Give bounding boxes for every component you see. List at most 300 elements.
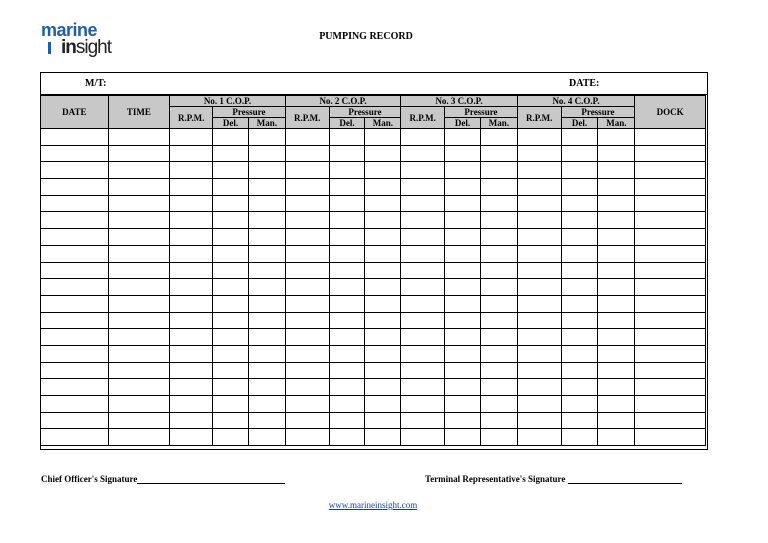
- entry-cell[interactable]: [108, 329, 170, 346]
- entry-cell[interactable]: [170, 396, 213, 413]
- entry-cell[interactable]: [41, 262, 109, 279]
- entry-cell[interactable]: [329, 162, 365, 179]
- entry-cell[interactable]: [365, 412, 401, 429]
- entry-cell[interactable]: [445, 195, 481, 212]
- entry-cell[interactable]: [285, 396, 329, 413]
- entry-cell[interactable]: [401, 379, 445, 396]
- entry-cell[interactable]: [170, 212, 213, 229]
- entry-cell[interactable]: [561, 362, 598, 379]
- entry-cell[interactable]: [445, 262, 481, 279]
- entry-cell[interactable]: [248, 129, 285, 146]
- entry-cell[interactable]: [41, 179, 109, 196]
- entry-cell[interactable]: [401, 312, 445, 329]
- entry-cell[interactable]: [445, 295, 481, 312]
- entry-cell[interactable]: [517, 229, 561, 246]
- entry-cell[interactable]: [41, 362, 109, 379]
- entry-cell[interactable]: [561, 145, 598, 162]
- entry-cell[interactable]: [285, 179, 329, 196]
- entry-cell[interactable]: [635, 312, 706, 329]
- entry-cell[interactable]: [561, 162, 598, 179]
- header-man-1: Man.: [248, 118, 285, 129]
- entry-cell[interactable]: [480, 145, 517, 162]
- entry-cell[interactable]: [480, 362, 517, 379]
- entry-cell[interactable]: [561, 229, 598, 246]
- entry-cell[interactable]: [480, 129, 517, 146]
- entry-cell[interactable]: [170, 345, 213, 362]
- entry-cell[interactable]: [41, 129, 109, 146]
- entry-cell[interactable]: [517, 279, 561, 296]
- entry-cell[interactable]: [401, 345, 445, 362]
- entry-cell[interactable]: [635, 412, 706, 429]
- entry-cell[interactable]: [517, 379, 561, 396]
- entry-cell[interactable]: [445, 362, 481, 379]
- entry-cell[interactable]: [598, 262, 635, 279]
- entry-cell[interactable]: [561, 129, 598, 146]
- entry-cell[interactable]: [213, 145, 249, 162]
- entry-cell[interactable]: [285, 229, 329, 246]
- entry-cell[interactable]: [329, 245, 365, 262]
- entry-cell[interactable]: [598, 279, 635, 296]
- entry-cell[interactable]: [401, 212, 445, 229]
- entry-cell[interactable]: [445, 412, 481, 429]
- entry-cell[interactable]: [401, 162, 445, 179]
- entry-cell[interactable]: [365, 295, 401, 312]
- entry-cell[interactable]: [561, 329, 598, 346]
- entry-cell[interactable]: [635, 212, 706, 229]
- entry-cell[interactable]: [329, 345, 365, 362]
- entry-cell[interactable]: [445, 129, 481, 146]
- entry-cell[interactable]: [517, 129, 561, 146]
- entry-cell[interactable]: [365, 396, 401, 413]
- entry-cell[interactable]: [561, 179, 598, 196]
- entry-cell[interactable]: [517, 179, 561, 196]
- header-pressure-4: Pressure: [561, 107, 635, 118]
- entry-cell[interactable]: [41, 245, 109, 262]
- entry-cell[interactable]: [108, 295, 170, 312]
- entry-cell[interactable]: [480, 179, 517, 196]
- entry-cell[interactable]: [213, 229, 249, 246]
- entry-cell[interactable]: [285, 362, 329, 379]
- entry-cell[interactable]: [445, 162, 481, 179]
- entry-cell[interactable]: [108, 362, 170, 379]
- entry-cell[interactable]: [170, 429, 213, 446]
- entry-cell[interactable]: [598, 329, 635, 346]
- entry-cell[interactable]: [517, 212, 561, 229]
- entry-cell[interactable]: [598, 212, 635, 229]
- entry-cell[interactable]: [41, 195, 109, 212]
- entry-cell[interactable]: [445, 229, 481, 246]
- entry-cell[interactable]: [329, 295, 365, 312]
- entry-cell[interactable]: [41, 295, 109, 312]
- entry-cell[interactable]: [213, 379, 249, 396]
- entry-cell[interactable]: [598, 295, 635, 312]
- entry-cell[interactable]: [248, 195, 285, 212]
- entry-cell[interactable]: [401, 295, 445, 312]
- entry-cell[interactable]: [598, 312, 635, 329]
- entry-cell[interactable]: [401, 412, 445, 429]
- entry-cell[interactable]: [248, 429, 285, 446]
- entry-cell[interactable]: [517, 412, 561, 429]
- entry-cell[interactable]: [248, 312, 285, 329]
- entry-cell[interactable]: [445, 179, 481, 196]
- entry-cell[interactable]: [41, 145, 109, 162]
- entry-cell[interactable]: [598, 145, 635, 162]
- entry-cell[interactable]: [561, 379, 598, 396]
- entry-cell[interactable]: [480, 396, 517, 413]
- entry-cell[interactable]: [445, 312, 481, 329]
- date-label: DATE:: [569, 78, 600, 89]
- entry-cell[interactable]: [365, 162, 401, 179]
- logo-text-bottom: insight: [61, 37, 112, 58]
- entry-cell[interactable]: [108, 396, 170, 413]
- entry-cell[interactable]: [445, 145, 481, 162]
- entry-cell[interactable]: [365, 312, 401, 329]
- entry-cell[interactable]: [480, 295, 517, 312]
- entry-cell[interactable]: [170, 179, 213, 196]
- entry-cell[interactable]: [635, 362, 706, 379]
- table-row: [41, 362, 706, 379]
- entry-cell[interactable]: [480, 245, 517, 262]
- entry-cell[interactable]: [401, 262, 445, 279]
- entry-cell[interactable]: [170, 329, 213, 346]
- entry-cell[interactable]: [213, 429, 249, 446]
- entry-cell[interactable]: [285, 129, 329, 146]
- entry-cell[interactable]: [41, 279, 109, 296]
- entry-cell[interactable]: [285, 212, 329, 229]
- entry-cell[interactable]: [635, 329, 706, 346]
- entry-cell[interactable]: [635, 145, 706, 162]
- entry-cell[interactable]: [517, 245, 561, 262]
- entry-cell[interactable]: [329, 262, 365, 279]
- entry-cell[interactable]: [170, 129, 213, 146]
- entry-cell[interactable]: [170, 145, 213, 162]
- entry-cell[interactable]: [480, 412, 517, 429]
- entry-cell[interactable]: [329, 429, 365, 446]
- table-row: [41, 262, 706, 279]
- entry-cell[interactable]: [285, 162, 329, 179]
- entry-cell[interactable]: [108, 279, 170, 296]
- entry-cell[interactable]: [517, 345, 561, 362]
- entry-cell[interactable]: [401, 279, 445, 296]
- entry-cell[interactable]: [635, 245, 706, 262]
- entry-cell[interactable]: [445, 396, 481, 413]
- entry-cell[interactable]: [108, 129, 170, 146]
- entry-cell[interactable]: [561, 195, 598, 212]
- entry-cell[interactable]: [480, 429, 517, 446]
- entry-cell[interactable]: [248, 179, 285, 196]
- entry-cell[interactable]: [248, 262, 285, 279]
- entry-cell[interactable]: [248, 145, 285, 162]
- entry-cell[interactable]: [401, 362, 445, 379]
- entry-cell[interactable]: [329, 379, 365, 396]
- entry-cell[interactable]: [401, 245, 445, 262]
- entry-cell[interactable]: [108, 229, 170, 246]
- entry-cell[interactable]: [329, 129, 365, 146]
- entry-cell[interactable]: [329, 412, 365, 429]
- entry-cell[interactable]: [329, 279, 365, 296]
- entry-cell[interactable]: [285, 245, 329, 262]
- entry-cell[interactable]: [170, 162, 213, 179]
- entry-cell[interactable]: [635, 429, 706, 446]
- entry-cell[interactable]: [213, 179, 249, 196]
- entry-cell[interactable]: [248, 412, 285, 429]
- entry-cell[interactable]: [41, 429, 109, 446]
- entry-cell[interactable]: [213, 162, 249, 179]
- entry-cell[interactable]: [517, 362, 561, 379]
- entry-cell[interactable]: [365, 245, 401, 262]
- entry-cell[interactable]: [285, 195, 329, 212]
- entry-cell[interactable]: [517, 295, 561, 312]
- entry-cell[interactable]: [108, 195, 170, 212]
- entry-cell[interactable]: [365, 379, 401, 396]
- entry-cell[interactable]: [635, 229, 706, 246]
- entry-cell[interactable]: [213, 279, 249, 296]
- entry-cell[interactable]: [170, 412, 213, 429]
- entry-cell[interactable]: [445, 212, 481, 229]
- entry-cell[interactable]: [108, 345, 170, 362]
- entry-cell[interactable]: [517, 145, 561, 162]
- entry-cell[interactable]: [401, 229, 445, 246]
- entry-cell[interactable]: [329, 396, 365, 413]
- entry-cell[interactable]: [285, 262, 329, 279]
- entry-cell[interactable]: [248, 245, 285, 262]
- entry-cell[interactable]: [170, 379, 213, 396]
- entry-cell[interactable]: [41, 162, 109, 179]
- entry-cell[interactable]: [365, 262, 401, 279]
- entry-cell[interactable]: [365, 195, 401, 212]
- entry-cell[interactable]: [170, 262, 213, 279]
- entry-cell[interactable]: [598, 396, 635, 413]
- entry-cell[interactable]: [248, 345, 285, 362]
- entry-cell[interactable]: [635, 262, 706, 279]
- entry-cell[interactable]: [170, 362, 213, 379]
- entry-cell[interactable]: [480, 312, 517, 329]
- entry-cell[interactable]: [285, 412, 329, 429]
- entry-cell[interactable]: [445, 279, 481, 296]
- entry-cell[interactable]: [635, 162, 706, 179]
- entry-cell[interactable]: [517, 329, 561, 346]
- header-rpm-1: R.P.M.: [170, 107, 213, 129]
- entry-cell[interactable]: [41, 379, 109, 396]
- entry-cell[interactable]: [365, 429, 401, 446]
- chief-officer-signature-line[interactable]: [137, 483, 285, 484]
- entry-cell[interactable]: [170, 245, 213, 262]
- entry-cell[interactable]: [561, 295, 598, 312]
- entry-cell[interactable]: [401, 329, 445, 346]
- entry-cell[interactable]: [285, 312, 329, 329]
- entry-cell[interactable]: [561, 429, 598, 446]
- entry-cell[interactable]: [480, 162, 517, 179]
- entry-cell[interactable]: [213, 362, 249, 379]
- entry-cell[interactable]: [108, 379, 170, 396]
- entry-cell[interactable]: [480, 262, 517, 279]
- entry-cell[interactable]: [480, 379, 517, 396]
- entry-cell[interactable]: [248, 362, 285, 379]
- entry-cell[interactable]: [365, 362, 401, 379]
- entry-cell[interactable]: [445, 429, 481, 446]
- entry-cell[interactable]: [480, 212, 517, 229]
- entry-cell[interactable]: [445, 379, 481, 396]
- entry-cell[interactable]: [248, 295, 285, 312]
- entry-cell[interactable]: [41, 229, 109, 246]
- entry-cell[interactable]: [401, 145, 445, 162]
- entry-cell[interactable]: [401, 396, 445, 413]
- entry-cell[interactable]: [41, 412, 109, 429]
- entry-cell[interactable]: [213, 129, 249, 146]
- entry-cell[interactable]: [598, 195, 635, 212]
- entry-cell[interactable]: [329, 195, 365, 212]
- entry-cell[interactable]: [480, 229, 517, 246]
- entry-cell[interactable]: [598, 229, 635, 246]
- header-rpm-2: R.P.M.: [285, 107, 329, 129]
- entry-cell[interactable]: [365, 145, 401, 162]
- entry-cell[interactable]: [635, 345, 706, 362]
- entry-cell[interactable]: [41, 312, 109, 329]
- entry-cell[interactable]: [108, 245, 170, 262]
- entry-cell[interactable]: [285, 345, 329, 362]
- entry-cell[interactable]: [598, 362, 635, 379]
- entry-cell[interactable]: [365, 212, 401, 229]
- entry-cell[interactable]: [285, 329, 329, 346]
- entry-cell[interactable]: [285, 145, 329, 162]
- entry-cell[interactable]: [213, 312, 249, 329]
- entry-cell[interactable]: [329, 362, 365, 379]
- entry-cell[interactable]: [561, 262, 598, 279]
- entry-cell[interactable]: [108, 162, 170, 179]
- entry-cell[interactable]: [285, 279, 329, 296]
- entry-cell[interactable]: [285, 429, 329, 446]
- entry-cell[interactable]: [248, 379, 285, 396]
- entry-cell[interactable]: [598, 412, 635, 429]
- entry-cell[interactable]: [41, 329, 109, 346]
- entry-cell[interactable]: [445, 245, 481, 262]
- entry-cell[interactable]: [213, 245, 249, 262]
- entry-cell[interactable]: [248, 396, 285, 413]
- entry-cell[interactable]: [108, 262, 170, 279]
- entry-cell[interactable]: [248, 229, 285, 246]
- entry-cell[interactable]: [248, 212, 285, 229]
- entry-cell[interactable]: [285, 295, 329, 312]
- entry-cell[interactable]: [480, 329, 517, 346]
- entry-cell[interactable]: [517, 396, 561, 413]
- entry-cell[interactable]: [41, 212, 109, 229]
- entry-cell[interactable]: [561, 212, 598, 229]
- info-row: [41, 73, 707, 95]
- entry-cell[interactable]: [108, 412, 170, 429]
- entry-cell[interactable]: [213, 396, 249, 413]
- entry-cell[interactable]: [401, 429, 445, 446]
- entry-cell[interactable]: [561, 245, 598, 262]
- entry-cell[interactable]: [108, 429, 170, 446]
- entry-cell[interactable]: [365, 179, 401, 196]
- entry-cell[interactable]: [329, 212, 365, 229]
- entry-cell[interactable]: [329, 329, 365, 346]
- entry-cell[interactable]: [329, 312, 365, 329]
- entry-cell[interactable]: [517, 312, 561, 329]
- entry-cell[interactable]: [635, 279, 706, 296]
- entry-cell[interactable]: [480, 345, 517, 362]
- entry-cell[interactable]: [329, 145, 365, 162]
- entry-cell[interactable]: [329, 179, 365, 196]
- entry-cell[interactable]: [329, 229, 365, 246]
- entry-cell[interactable]: [213, 195, 249, 212]
- entry-cell[interactable]: [561, 279, 598, 296]
- entry-cell[interactable]: [480, 195, 517, 212]
- entry-cell[interactable]: [213, 295, 249, 312]
- entry-cell[interactable]: [285, 379, 329, 396]
- entry-cell[interactable]: [213, 329, 249, 346]
- entry-cell[interactable]: [213, 212, 249, 229]
- entry-cell[interactable]: [635, 295, 706, 312]
- entry-cell[interactable]: [598, 379, 635, 396]
- entry-cell[interactable]: [365, 345, 401, 362]
- entry-cell[interactable]: [598, 162, 635, 179]
- entry-cell[interactable]: [635, 129, 706, 146]
- entry-cell[interactable]: [248, 279, 285, 296]
- table-row: [41, 212, 706, 229]
- entry-cell[interactable]: [213, 412, 249, 429]
- entry-cell[interactable]: [108, 312, 170, 329]
- entry-cell[interactable]: [598, 345, 635, 362]
- entry-cell[interactable]: [480, 279, 517, 296]
- entry-cell[interactable]: [401, 179, 445, 196]
- entry-cell[interactable]: [635, 195, 706, 212]
- entry-cell[interactable]: [41, 396, 109, 413]
- entry-cell[interactable]: [248, 329, 285, 346]
- entry-cell[interactable]: [445, 345, 481, 362]
- entry-cell[interactable]: [213, 262, 249, 279]
- entry-cell[interactable]: [635, 396, 706, 413]
- entry-cell[interactable]: [108, 145, 170, 162]
- entry-cell[interactable]: [213, 345, 249, 362]
- entry-cell[interactable]: [401, 195, 445, 212]
- entry-cell[interactable]: [635, 379, 706, 396]
- entry-cell[interactable]: [598, 129, 635, 146]
- entry-cell[interactable]: [108, 212, 170, 229]
- entry-cell[interactable]: [41, 345, 109, 362]
- entry-cell[interactable]: [598, 245, 635, 262]
- entry-cell[interactable]: [170, 295, 213, 312]
- entry-cell[interactable]: [561, 312, 598, 329]
- entry-cell[interactable]: [401, 129, 445, 146]
- entry-cell[interactable]: [517, 162, 561, 179]
- terminal-rep-signature-line[interactable]: [568, 483, 682, 484]
- entry-cell[interactable]: [445, 329, 481, 346]
- chief-officer-label: Chief Officer's Signature: [41, 474, 138, 484]
- entry-cell[interactable]: [170, 229, 213, 246]
- website-link[interactable]: www.marineinsight.com: [328, 500, 418, 510]
- entry-cell[interactable]: [365, 329, 401, 346]
- entry-cell[interactable]: [170, 312, 213, 329]
- entry-cell[interactable]: [365, 229, 401, 246]
- entry-cell[interactable]: [517, 262, 561, 279]
- entry-cell[interactable]: [170, 279, 213, 296]
- entry-cell[interactable]: [365, 279, 401, 296]
- entry-cell[interactable]: [517, 195, 561, 212]
- entry-cell[interactable]: [517, 429, 561, 446]
- entry-cell[interactable]: [248, 162, 285, 179]
- entry-cell[interactable]: [108, 179, 170, 196]
- entry-cell[interactable]: [561, 345, 598, 362]
- entry-cell[interactable]: [561, 396, 598, 413]
- entry-cell[interactable]: [170, 195, 213, 212]
- entry-cell[interactable]: [635, 179, 706, 196]
- header-pressure-2: Pressure: [329, 107, 401, 118]
- entry-cell[interactable]: [598, 179, 635, 196]
- entry-cell[interactable]: [598, 429, 635, 446]
- entry-cell[interactable]: [365, 129, 401, 146]
- entry-cell[interactable]: [561, 412, 598, 429]
